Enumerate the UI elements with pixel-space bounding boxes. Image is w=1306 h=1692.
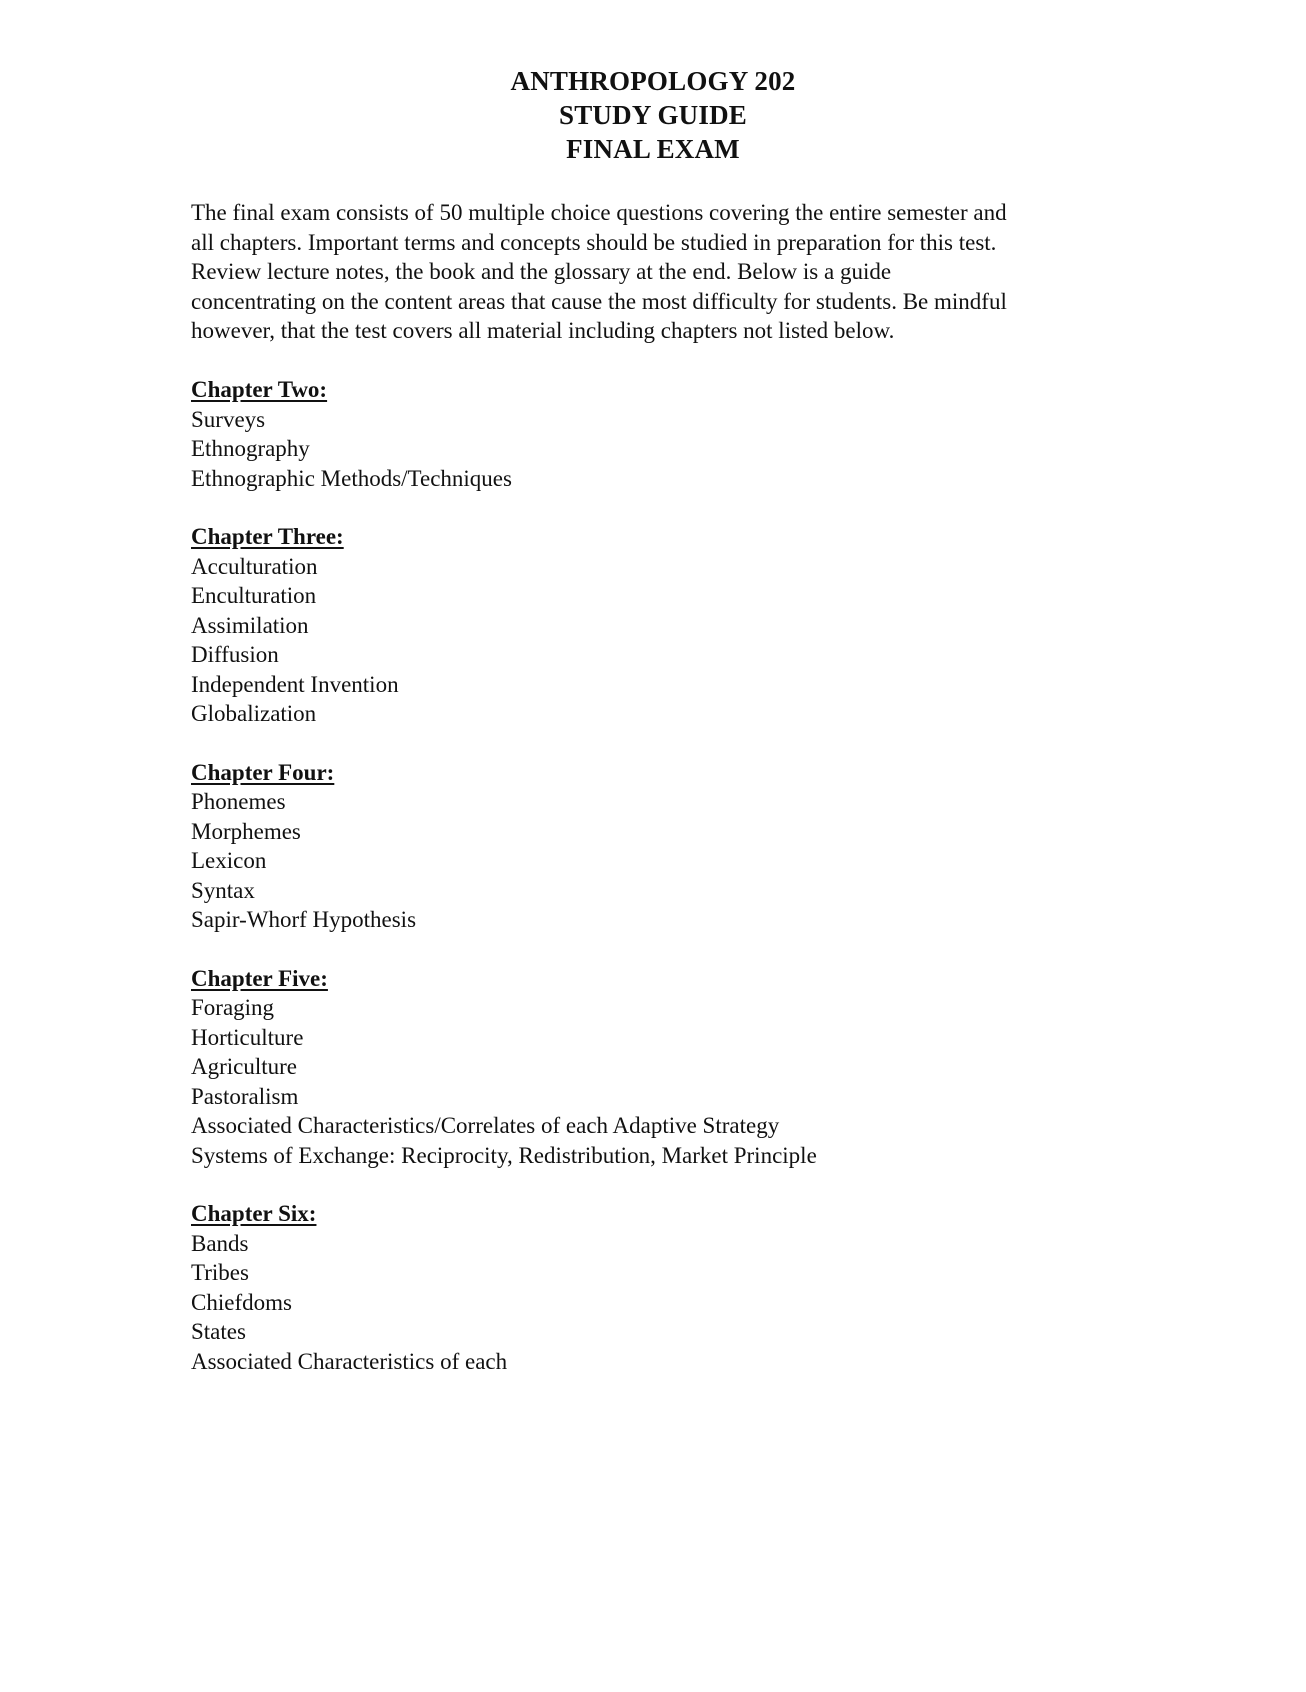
topic-item: Globalization bbox=[191, 701, 317, 726]
topic-item: Bands bbox=[191, 1230, 249, 1256]
topic-item: Morphemes bbox=[191, 818, 301, 844]
topic-item: Acculturation bbox=[191, 553, 318, 579]
topic-item: Chiefdoms bbox=[191, 1289, 292, 1315]
chapter-four-heading: Chapter Four: bbox=[191, 759, 335, 785]
topic-item: Syntax bbox=[191, 877, 255, 903]
document-title bbox=[0, 64, 1306, 166]
chapter-six-items bbox=[191, 1229, 1141, 1377]
topic-item: Agriculture bbox=[191, 1054, 298, 1079]
title-study-guide: STUDY GUIDE bbox=[559, 100, 747, 130]
topic-item: Diffusion bbox=[191, 642, 279, 667]
chapter-three-items bbox=[191, 552, 1141, 729]
chapter-three-heading: Chapter Three: bbox=[191, 524, 344, 549]
chapter-two-items bbox=[191, 405, 1141, 494]
chapter-five-heading: Chapter Five: bbox=[191, 965, 328, 991]
topic-item: Ethnographic Methods/Techniques bbox=[191, 465, 512, 491]
chapter-two-heading: Chapter Two: bbox=[191, 377, 328, 402]
chapter-four-items bbox=[191, 787, 1141, 935]
title-course: ANTHROPOLOGY 202 bbox=[510, 66, 796, 96]
intro-line: Review lecture notes, the book and the glossary at the end. Below is a guide bbox=[191, 259, 892, 284]
chapter-six-section bbox=[191, 1199, 1141, 1376]
topic-item: Associated Characteristics of each bbox=[191, 1348, 508, 1374]
topic-item: Foraging bbox=[191, 995, 275, 1020]
chapter-two-section bbox=[191, 375, 1141, 493]
topic-item: Lexicon bbox=[191, 848, 267, 873]
topic-item: Assimilation bbox=[191, 612, 309, 638]
topic-item: States bbox=[191, 1319, 246, 1344]
topic-item: Ethnography bbox=[191, 436, 310, 461]
topic-item: Enculturation bbox=[191, 583, 317, 608]
topic-item: Associated Characteristics/Correlates of each Adaptive Strategy bbox=[191, 1113, 780, 1138]
intro-paragraph bbox=[191, 198, 1111, 346]
chapter-four-section bbox=[191, 758, 1141, 935]
topic-item: Tribes bbox=[191, 1260, 249, 1285]
topic-item: Horticulture bbox=[191, 1024, 304, 1050]
chapter-list bbox=[191, 375, 1141, 1405]
chapter-five-items bbox=[191, 993, 1141, 1170]
intro-line: The final exam consists of 50 multiple choice questions covering the entire semester and bbox=[191, 200, 1007, 225]
intro-line: however, that the test covers all material including chapters not listed below. bbox=[191, 318, 895, 343]
intro-line: all chapters. Important terms and concepts should be studied in preparation for this test. bbox=[191, 229, 997, 255]
chapter-six-heading: Chapter Six: bbox=[191, 1201, 317, 1226]
chapter-three-section bbox=[191, 522, 1141, 729]
intro-line: concentrating on the content areas that cause the most difficulty for students. Be mindful bbox=[191, 288, 1007, 314]
chapter-five-section bbox=[191, 964, 1141, 1171]
topic-item: Systems of Exchange: Reciprocity, Redistribution, Market Principle bbox=[191, 1142, 817, 1168]
topic-item: Phonemes bbox=[191, 789, 286, 814]
topic-item: Surveys bbox=[191, 406, 266, 432]
topic-item: Independent Invention bbox=[191, 671, 399, 697]
topic-item: Pastoralism bbox=[191, 1083, 299, 1109]
title-final-exam: FINAL EXAM bbox=[566, 134, 740, 164]
topic-item: Sapir-Whorf Hypothesis bbox=[191, 907, 417, 932]
